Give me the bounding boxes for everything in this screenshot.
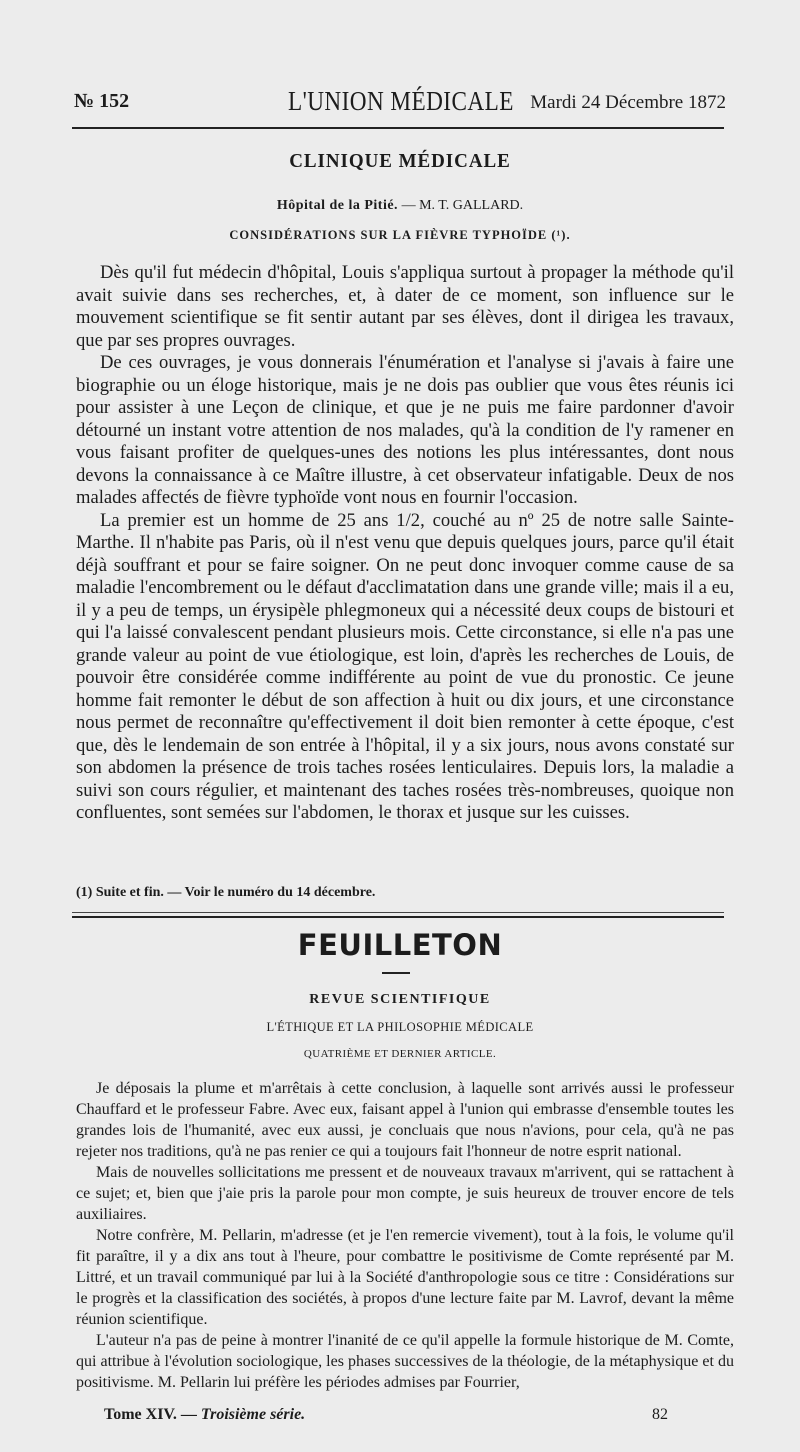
page-header xyxy=(66,86,726,122)
paragraph: Je déposais la plume et m'arrêtais à cette conclusion, à laquelle sont arrivés aussi le professeur Chauffard et le professeur Fabre. Avec eux, faisant appel à l'union qui embrasse d'ensemble toutes les grandes lois de l'humanité, avec eux aussi, je concluais que nous n'avions, pour cela, qu'à ne pas rejeter nos traditions, qu'à ne pas renier ce qui a toujours fait l'honneur de notre esprit national. xyxy=(76,1080,734,1160)
volume-label: Tome XIV. — xyxy=(104,1406,197,1423)
paragraph: Notre confrère, M. Pellarin, m'adresse (et je l'en remercie vivement), tout à la fois, le volume qu'il fit paraître, il y a dix ans tout à l'heure, pour combattre le positivisme de Comte représenté par M. Littré, et un travail communiqué par lui à la Société d'anthropologie sous ce titre : Considérations sur le progrès et la classification des sociétés, à propos d'une lecture faite par M. Lavrof, devant la même réunion scientifique. xyxy=(76,1227,734,1328)
section-byline xyxy=(0,198,800,214)
divider xyxy=(382,972,410,974)
section-rule xyxy=(72,912,724,913)
series-label: Troisième série. xyxy=(200,1406,306,1423)
author-name: — M. T. GALLARD. xyxy=(401,198,524,213)
page-number: 82 xyxy=(652,1406,668,1423)
paragraph: L'auteur n'a pas de peine à montrer l'inanité de ce qu'il appelle la formule historique de M. Comte, qui attribue à l'évolution sociologique, les phases successives de la théologie, de la métaphysique et du positivisme. M. Pellarin lui préfère les périodes admises par Fourrier, xyxy=(76,1332,734,1391)
publication-title: L'UNION MÉDICALE xyxy=(288,86,514,116)
feuilleton-title: FEUILLETON xyxy=(297,928,503,962)
paragraph: Mais de nouvelles sollicitations me pressent et de nouveaux travaux m'arrivent, qui se rattachent à ce sujet; et, bien que j'aie pris la parole pour mon compte, je suis heureux de trouver encore de tels auxiliaires. xyxy=(76,1164,734,1223)
feuilleton-topic: L'ÉTHIQUE ET LA PHILOSOPHIE MÉDICALE xyxy=(266,1020,534,1034)
clinique-body xyxy=(76,262,734,825)
hospital-name: Hôpital de la Pitié. xyxy=(276,198,399,213)
paragraph: De ces ouvrages, je vous donnerais l'énumération et l'analyse si j'avais à faire une biographie ou un éloge historique, mais je ne dois pas oublier que vous êtes réunis ici pour assister à une Leçon de clinique, et que je ne puis me faire pardonner d'avoir détourné un instant votre attention de nos malades, qu'à la condition de l'y ramener en vous faisant profiter de quelques-unes des notions les plus intéressantes, dont nous devons la connaissance à ce Maître illustre, à cet observateur infatigable. Deux de nos malades affectés de fièvre typhoïde vont nous en fournir l'occasion. xyxy=(76,352,734,508)
feuilleton-subtitle: REVUE SCIENTIFIQUE xyxy=(309,992,491,1007)
paragraph: Dès qu'il fut médecin d'hôpital, Louis s'appliqua surtout à propager la méthode qu'il avait suivie dans ses recherches, et, à dater de ce moment, son influence sur le mouvement scientifique se fit sentir autant par ses élèves, dont il dirigea les travaux, que par ses propres ouvrages. xyxy=(76,262,734,351)
section-rule xyxy=(72,916,724,918)
footnote: (1) Suite et fin. — Voir le numéro du 14 décembre. xyxy=(76,885,376,900)
issue-date: Mardi 24 Décembre 1872 xyxy=(530,92,726,113)
section-title: CLINIQUE MÉDICALE xyxy=(289,150,511,172)
paragraph: La premier est un homme de 25 ans 1/2, couché au nº 25 de notre salle Sainte-Marthe. Il n'habite pas Paris, où il n'est venu que depuis quelques jours, parce qu'il était déjà souffrant et pour se faire soigner. On ne peut donc invoquer comme cause de sa maladie l'encombrement ou le défaut d'acclimatation dans une grande ville; mais il a eu, il y a peu de temps, un érysipèle phlegmoneux qui a nécessité deux coups de bistouri et qui l'a laissé convalescent pendant plusieurs mois. Cette circonstance, si elle n'a pas une grande valeur au point de vue étiologique, est loin, d'après les recherches de Louis, de pouvoir être considérée comme indifférente au point de vue du pronostic. Ce jeune homme fait remonter le début de son affection à huit ou dix jours, et une circonstance nous permet de reconnaître qu'effectivement il doit bien remonter à cette époque, c'est que, dès le lendemain de son entrée à l'hôpital, il y a six jours, nous avons constaté sur son abdomen la présence de trois taches rosées lenticulaires. Depuis lors, la maladie a suivi son cours régulier, et maintenant des taches rosées très-nombreuses, quoique non confluentes, sont semées sur l'abdomen, le thorax et jusque sur les cuisses. xyxy=(76,509,734,823)
page-footer xyxy=(104,1406,305,1424)
feuilleton-body xyxy=(76,1078,734,1393)
header-rule xyxy=(72,127,724,129)
lecture-subject: CONSIDÉRATIONS SUR LA FIÈVRE TYPHOÏDE (¹). xyxy=(229,228,571,242)
article-label: QUATRIÈME ET DERNIER ARTICLE. xyxy=(303,1048,497,1060)
issue-number: № 152 xyxy=(74,90,130,112)
